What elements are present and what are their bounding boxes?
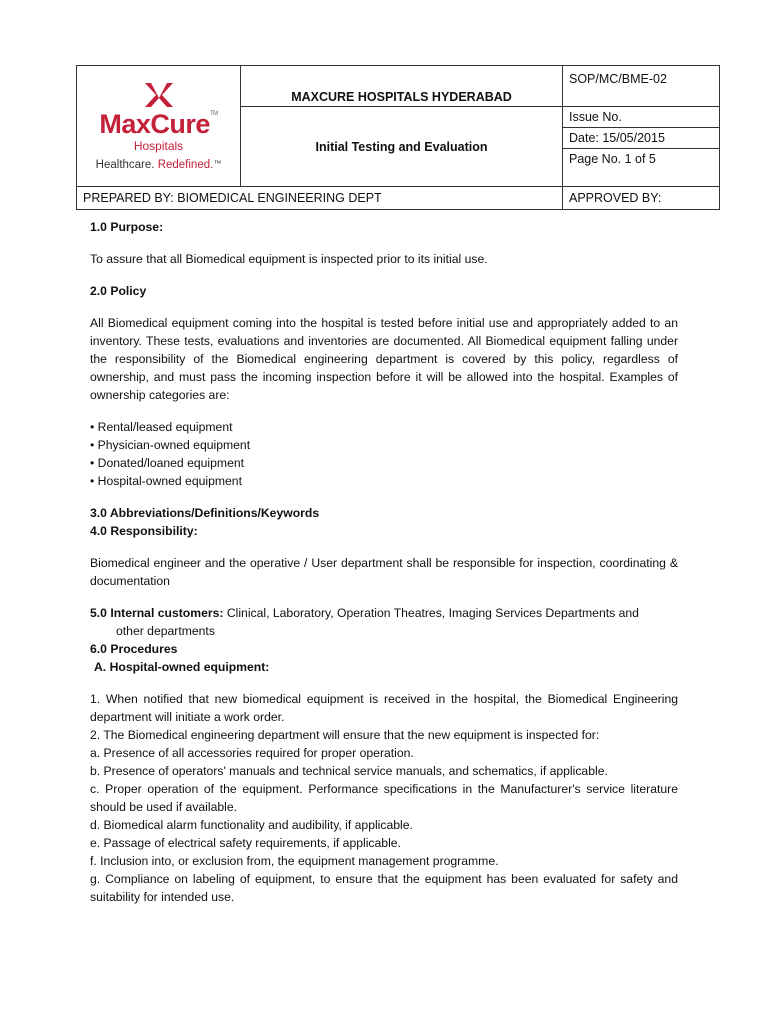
hospital-owned-subheading: A. Hospital-owned equipment:: [94, 660, 270, 674]
internal-customers: [90, 604, 678, 622]
inspection-item: a. Presence of all accessories required for proper operation.: [90, 746, 414, 760]
policy-heading: 2.0 Policy: [90, 284, 147, 298]
issue-number: Issue No.: [563, 107, 720, 128]
maxcure-logo: [77, 81, 240, 171]
logo-tm: TM: [209, 111, 218, 117]
abbreviations-heading: 3.0 Abbreviations/Definitions/Keywords: [90, 506, 320, 520]
procedure-step-2: 2. The Biomedical engineering department will ensure that the new equipment is inspected for:: [90, 728, 600, 742]
internal-customers-label: 5.0 Internal customers:: [90, 606, 224, 620]
doc-code: SOP/MC/BME-02: [563, 66, 720, 107]
document-title: Initial Testing and Evaluation: [241, 107, 563, 187]
procedure-step-1: 1. When notified that new biomedical equipment is received in the hospital, the Biomedical Engineering department will initiate a work order.: [90, 692, 678, 724]
logo-subtitle: Hospitals: [133, 139, 184, 153]
purpose-text: To assure that all Biomedical equipment is inspected prior to its initial use.: [90, 252, 488, 266]
internal-customers-text: Clinical, Laboratory, Operation Theatres, Imaging Services Departments and: [223, 606, 639, 620]
tagline: [77, 159, 240, 171]
tagline-tm: ™: [213, 159, 222, 168]
document-header-table: [76, 65, 720, 210]
inspection-item: b. Presence of operators' manuals and technical service manuals, and schematics, if applicable.: [90, 764, 608, 778]
logo-cell: [77, 66, 241, 187]
ownership-bullet: • Physician-owned equipment: [90, 438, 251, 452]
responsibility-heading: 4.0 Responsibility:: [90, 524, 198, 538]
approved-by: APPROVED BY:: [563, 187, 720, 210]
prepared-by: [77, 187, 563, 210]
responsibility-text: Biomedical engineer and the operative / User department shall be responsible for inspection, coordinating & documentation: [90, 556, 678, 588]
prepared-by-text: PREPARED BY: BIOMEDICAL ENGINEERING DEPT: [83, 191, 382, 205]
hospital-name: MAXCURE HOSPITALS HYDERABAD: [241, 66, 563, 107]
ownership-bullet: • Hospital-owned equipment: [90, 474, 242, 488]
inspection-item: d. Biomedical alarm functionality and audibility, if applicable.: [90, 818, 413, 832]
tagline-redefined: Redefined.: [157, 159, 214, 171]
document-body: [90, 218, 678, 906]
ownership-bullet: • Donated/loaned equipment: [90, 456, 245, 470]
policy-text: All Biomedical equipment coming into the hospital is tested before initial use and appropriately added to an inventory. These tests, evaluations and inventories are documented. All Biomedical equipment falling under the responsibility of the Biomedical engineering department is covered by this policy, regardless of ownership, and must pass the incoming inspection before it will be allowed into the hospital. Examples of ownership categories are:: [90, 316, 678, 402]
procedures-heading: 6.0 Procedures: [90, 642, 178, 656]
internal-customers-text-2: other departments: [116, 624, 215, 638]
inspection-item: e. Passage of electrical safety requirements, if applicable.: [90, 836, 401, 850]
inspection-item: f. Inclusion into, or exclusion from, the equipment management programme.: [90, 854, 499, 868]
ownership-bullet: • Rental/leased equipment: [90, 420, 233, 434]
issue-date: Date: 15/05/2015: [563, 128, 720, 149]
maxcure-emblem-icon: [139, 81, 179, 109]
logo-wordmark: MaxCure: [99, 109, 210, 139]
purpose-heading: 1.0 Purpose:: [90, 220, 164, 234]
page-number: Page No. 1 of 5: [563, 149, 720, 187]
tagline-healthcare: Healthcare.: [95, 159, 155, 171]
inspection-item: c. Proper operation of the equipment. Performance specifications in the Manufacturer's service literature should be used if available.: [90, 782, 678, 814]
inspection-item: g. Compliance on labeling of equipment, to ensure that the equipment has been evaluated for safety and suitability for intended use.: [90, 872, 678, 904]
